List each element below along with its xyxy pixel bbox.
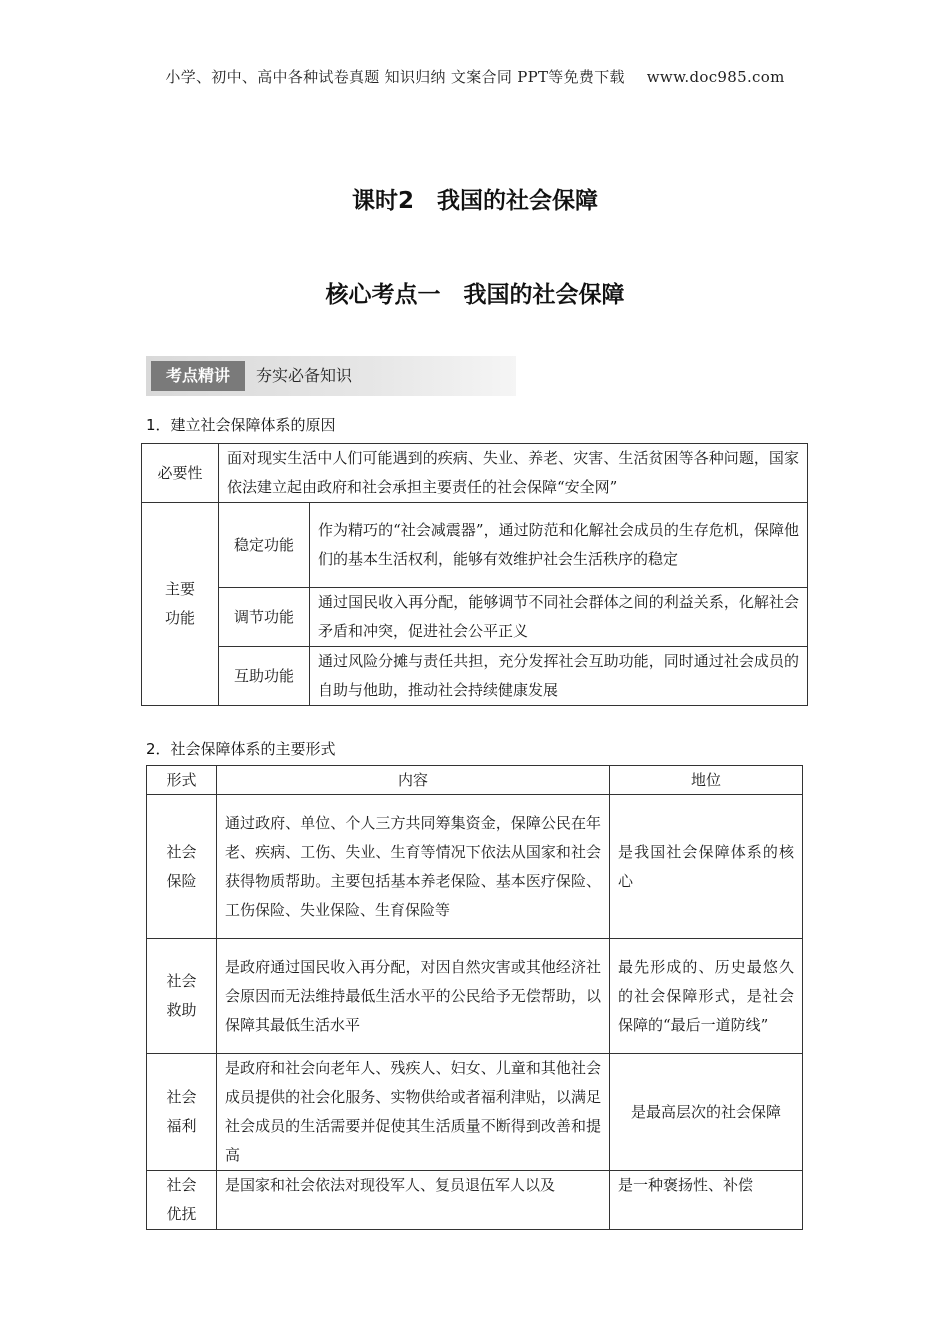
- part1-heading: 1．建立社会保障体系的原因: [146, 416, 336, 434]
- table-row: [142, 647, 808, 706]
- form-line: 社会: [166, 1176, 197, 1194]
- part2-heading: 2．社会保障体系的主要形式: [146, 740, 336, 758]
- function-text: 通过风险分摊与责任共担，充分发挥社会互助功能，同时通过社会成员的自助与他助，推动社会持续健康发展: [310, 647, 808, 706]
- table-row: [147, 795, 803, 939]
- header-text: 小学、初中、高中各种试卷真题 知识归纳 文案合同 PPT等免费下载: [165, 68, 625, 86]
- page-header: [0, 66, 950, 87]
- form-cell: [147, 1171, 217, 1230]
- table-header-row: [147, 766, 803, 795]
- reasons-table: [141, 443, 808, 706]
- table-row: [147, 939, 803, 1054]
- content-cell: 是政府通过国民收入再分配，对因自然灾害或其他经济社会原因而无法维持最低生活水平的公民给予无偿帮助，以保障其最低生活水平: [217, 939, 610, 1054]
- functions-label: [142, 503, 219, 706]
- function-name: 互助功能: [219, 647, 310, 706]
- forms-table-clip: [140, 765, 812, 1223]
- status-cell: 是最高层次的社会保障: [610, 1054, 803, 1171]
- status-cell: 是我国社会保障体系的核心: [610, 795, 803, 939]
- form-cell: [147, 1054, 217, 1171]
- col-header: 地位: [610, 766, 803, 795]
- content-cell: 是政府和社会向老年人、残疾人、妇女、儿童和其他社会成员提供的社会化服务、实物供给或者福利津贴，以满足社会成员的生活需要并促使其生活质量不断得到改善和提高: [217, 1054, 610, 1171]
- form-line: 社会: [166, 842, 197, 861]
- form-line: 救助: [166, 1001, 197, 1019]
- content-cell: 通过政府、单位、个人三方共同筹集资金，保障公民在年老、疾病、工伤、失业、生育等情况下依法从国家和社会获得物质帮助。主要包括基本养老保险、基本医疗保险、工伤保险、失业保险、生育保险等: [217, 795, 610, 939]
- form-line: 保险: [166, 871, 197, 890]
- form-line: 社会: [166, 972, 197, 990]
- banner-subtitle: 夯实必备知识: [256, 366, 353, 385]
- function-name: 调节功能: [219, 588, 310, 647]
- content-cell: 是国家和社会依法对现役军人、复员退伍军人以及: [217, 1171, 610, 1230]
- functions-label-line: 主要: [164, 580, 195, 598]
- table-row: [147, 1054, 803, 1171]
- status-cell: 是一种褒扬性、补偿: [610, 1171, 803, 1230]
- function-text: 作为精巧的“社会减震器”，通过防范和化解社会成员的生存危机，保障他们的基本生活权利，能够有效维护社会生活秩序的稳定: [310, 503, 808, 588]
- header-site: www.doc985.com: [646, 68, 785, 86]
- form-cell: [147, 939, 217, 1054]
- table-row: [142, 444, 808, 503]
- form-cell: [147, 795, 217, 939]
- section-title: 核心考点一 我国的社会保障: [325, 282, 625, 308]
- necessity-text: 面对现实生活中人们可能遇到的疾病、失业、养老、灾害、生活贫困等各种问题，国家依法建立起由政府和社会承担主要责任的社会保障“安全网”: [219, 444, 808, 503]
- section-banner: [146, 356, 516, 396]
- functions-label-line: 功能: [164, 609, 195, 627]
- table-row: [142, 503, 808, 588]
- form-line: 福利: [166, 1117, 197, 1135]
- lesson-title: 课时2 我国的社会保障: [351, 188, 598, 214]
- form-line: 优抚: [166, 1205, 197, 1223]
- function-text: 通过国民收入再分配，能够调节不同社会群体之间的利益关系，化解社会矛盾和冲突，促进社会公平正义: [310, 588, 808, 647]
- table-row: [142, 588, 808, 647]
- col-header: 内容: [217, 766, 610, 795]
- form-line: 社会: [166, 1088, 197, 1106]
- forms-table: [146, 765, 803, 1230]
- status-cell: 最先形成的、历史最悠久的社会保障形式，是社会保障的“最后一道防线”: [610, 939, 803, 1054]
- necessity-label: 必要性: [142, 444, 219, 503]
- function-name: 稳定功能: [219, 503, 310, 588]
- banner-tag: 考点精讲: [151, 361, 245, 391]
- col-header: 形式: [147, 766, 217, 795]
- table-row: [147, 1171, 803, 1230]
